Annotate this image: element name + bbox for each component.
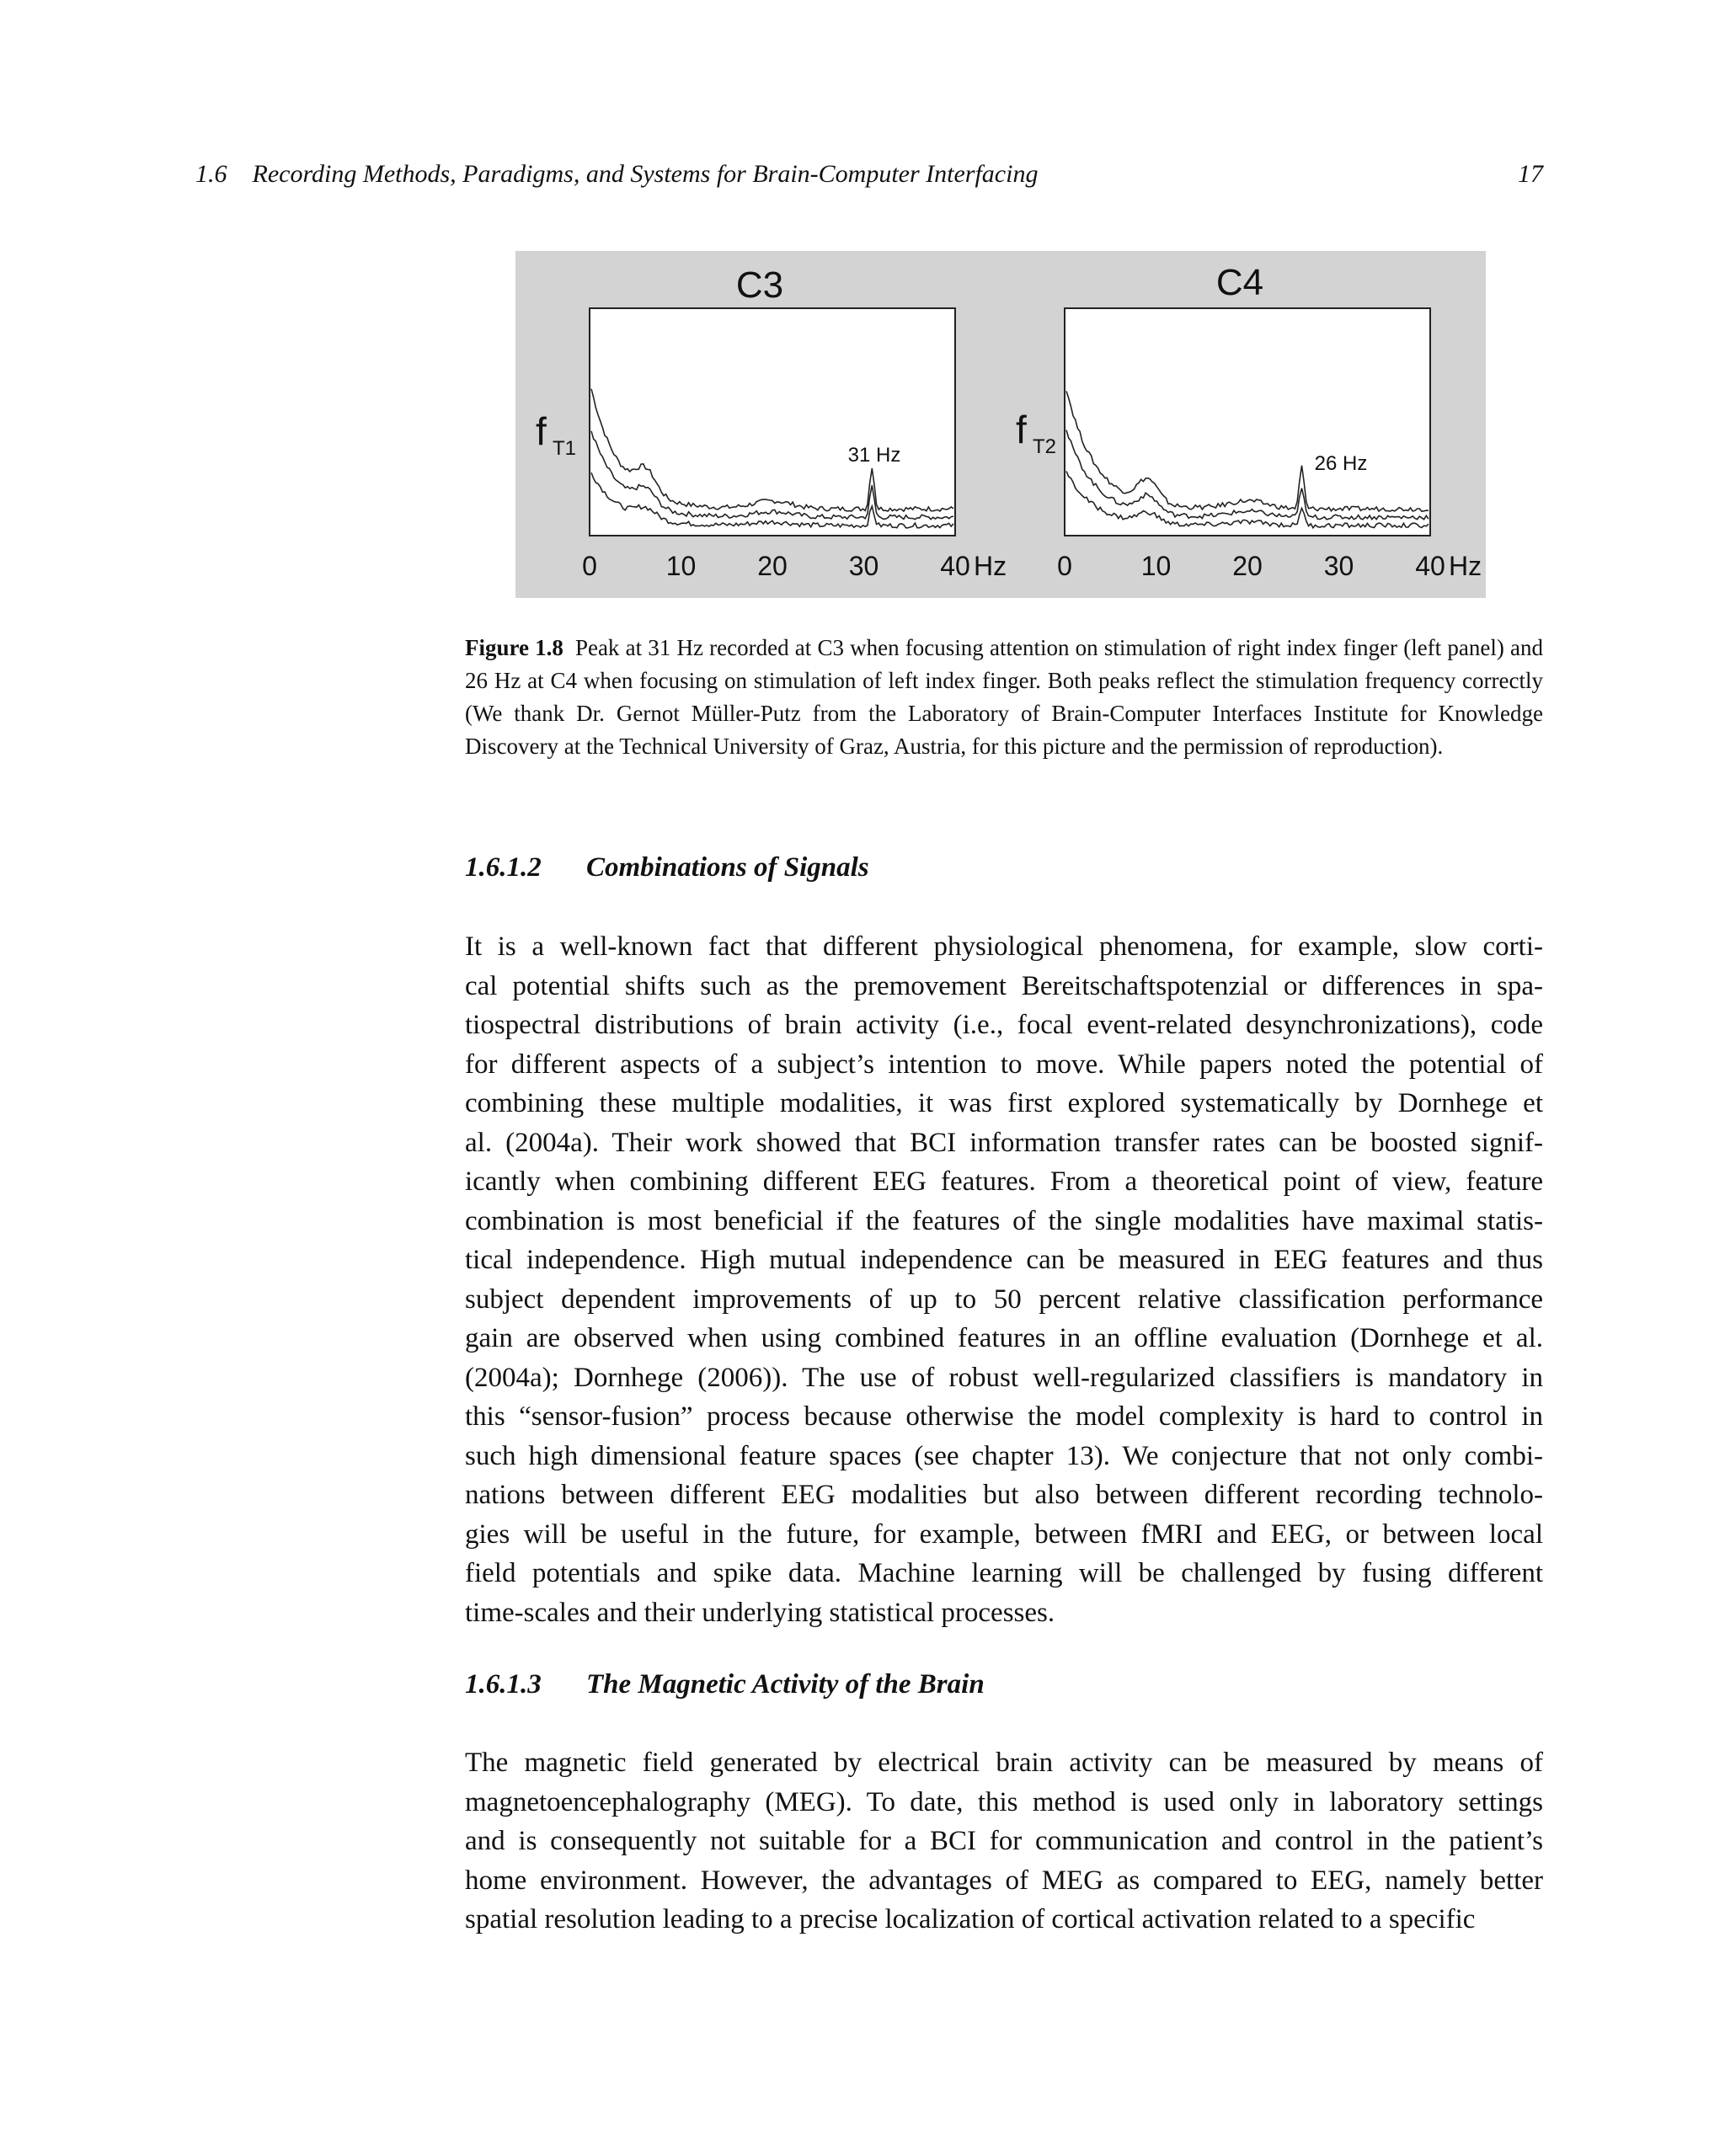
text-line: time-scales and their underlying statistical processes. [465,1597,1055,1628]
text-line: nations between different EEG modalities but also between different recording technolo- [465,1480,1543,1510]
figure-caption [465,632,1543,763]
panel-title-c4: C4 [1215,262,1264,303]
text-line: this “sensor-fusion” process because otherwise the model complexity is hard to control in [465,1401,1543,1432]
x-tick-label: 20 [1232,551,1263,581]
panel-c3 [536,264,1007,581]
spectra-figure [515,251,1486,598]
text-line: and is consequently not suitable for a BCI for communication and control in the patient’s [465,1826,1543,1856]
x-ticks-c3 [582,551,1007,581]
text-line: combination is most beneficial if the features of the single modalities have maximal statis- [465,1205,1543,1236]
text-line: such high dimensional feature spaces (see chapter 13). We conjecture that not only combi- [465,1440,1543,1471]
text-line: It is a well-known fact that different physiological phenomena, for example, slow corti- [465,931,1543,962]
text-line: home environment. However, the advantages of MEG as compared to EEG, namely better [465,1865,1543,1896]
text-line: tiospectral distributions of brain activity (i.e., focal event-related desynchronizations), code [465,1010,1543,1040]
text-line: combining these multiple modalities, it was first explored systematically by Dornhege et [465,1088,1543,1118]
x-tick-label: 30 [848,551,879,581]
figure-1-8 [515,251,1486,598]
x-tick-label: 30 [1323,551,1354,581]
text-line: field potentials and spike data. Machine learning will be challenged by fusing different [465,1558,1543,1588]
section-number: 1.6.1.3 [465,1669,542,1700]
x-ticks-c4 [1057,551,1482,581]
section-title: The Magnetic Activity of the Brain [586,1669,985,1700]
x-tick-label: 0 [1057,551,1072,581]
plot-area-c4 [1065,308,1430,536]
section-number: 1.6.1.2 [465,852,542,883]
panel-title-c3: C3 [735,264,784,306]
section-heading-1-6-1-2 [465,852,1543,883]
x-tick-label: 20 [757,551,788,581]
x-tick-label: 10 [1140,551,1172,581]
y-label-c3: f [536,409,547,453]
text-line: tical independence. High mutual independence can be measured in EEG features and thus [465,1245,1543,1275]
text-line: gies will be useful in the future, for example, between fMRI and EEG, or between local [465,1518,1543,1550]
x-tick-label: 40 [940,551,970,581]
y-label-sub-c3: T1 [553,437,577,460]
section-heading-1-6-1-3 [465,1669,1543,1700]
text-line: icantly when combining different EEG features. From a theoretical point of view, feature [465,1166,1543,1197]
x-axis-unit: Hz [1449,551,1482,581]
text-line: subject dependent improvements of up to 50 percent relative classification performance [465,1283,1543,1315]
running-header [195,160,1543,202]
text-line: for different aspects of a subject’s intention to move. While papers noted the potential of [465,1049,1543,1080]
running-header-title: 1.6 Recording Methods, Paradigms, and Systems for Brain-Computer Interfacing [195,160,1039,188]
y-label-sub-c4: T2 [1033,435,1057,458]
x-axis-unit: Hz [974,551,1007,581]
x-tick-label: 40 [1415,551,1445,581]
text-line: cal potential shifts such as the premovement Bereitschaftspotenzial or differences in spa- [465,970,1543,1001]
peak-label-c4: 26 Hz [1314,452,1368,475]
panel-c4 [1016,262,1482,581]
figure-caption-text: Peak at 31 Hz recorded at C3 when focusing attention on stimulation of right index finger (left panel) and 26 Hz at C4 when focusing on stimulation of left index finger. Both peaks reflect the stimulation frequency correctly (We thank Dr. Gernot Müller-Putz from the Laboratory of Brain-Computer Interfaces Institute for Knowledge Discovery at the Technical University of Graz, Austria, for this picture and the permission of reproduction). [465,635,1543,759]
text-line: The magnetic field generated by electrical brain activity can be measured by means of [465,1748,1543,1778]
page-number: 17 [1518,160,1543,188]
text-line: magnetoencephalography (MEG). To date, this method is used only in laboratory settings [465,1786,1543,1817]
paragraph-combinations-of-signals [465,927,1543,1632]
section-title: Combinations of Signals [586,852,869,883]
figure-caption-label: Figure 1.8 [465,635,563,660]
x-tick-label: 0 [582,551,597,581]
text-line: spatial resolution leading to a precise localization of cortical activation related to a specific [465,1904,1476,1935]
text-line: gain are observed when using combined features in an offline evaluation (Dornhege et al. [465,1323,1543,1353]
x-tick-label: 10 [665,551,697,581]
text-line: (2004a); Dornhege (2006)). The use of robust well-regularized classifiers is mandatory in [465,1362,1543,1393]
y-label-c4: f [1016,408,1027,451]
peak-label-c3: 31 Hz [847,444,901,467]
text-line: al. (2004a). Their work showed that BCI information transfer rates can be boosted signif- [465,1127,1543,1158]
paragraph-magnetic-activity [465,1743,1543,1940]
